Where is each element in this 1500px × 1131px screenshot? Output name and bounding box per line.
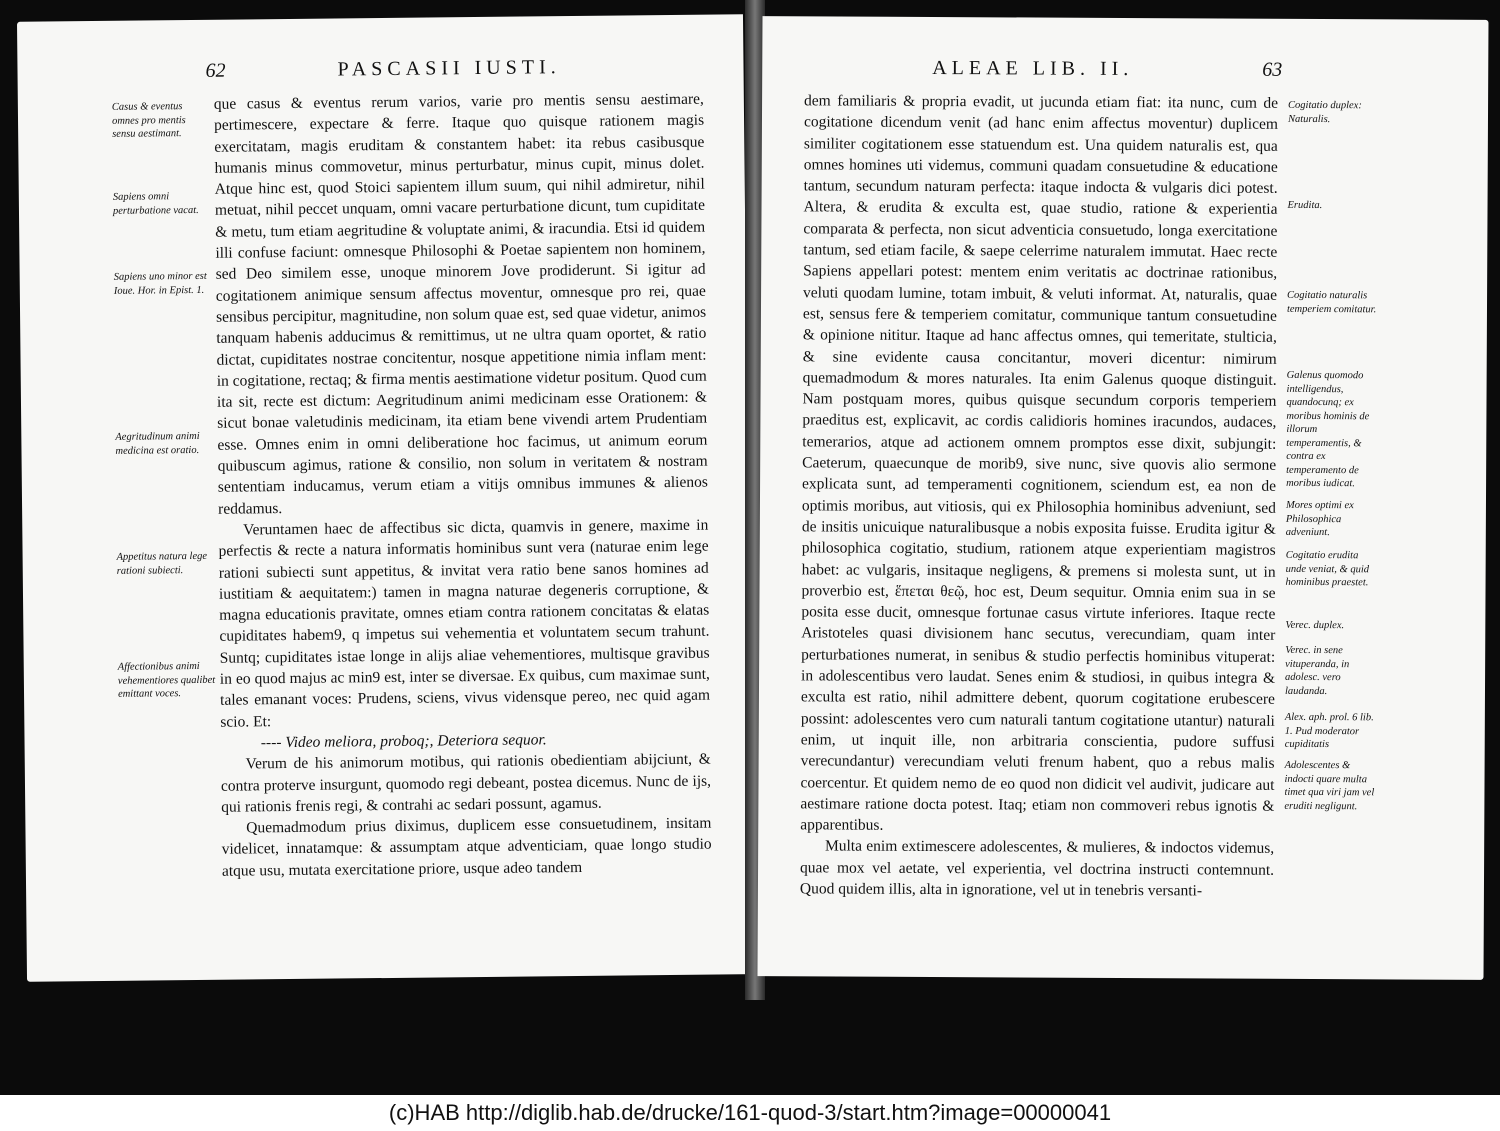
right-body-text [800, 90, 1278, 902]
margin-note: Appetitus natura lege rationi subiecti. [116, 550, 208, 577]
left-body-text [214, 89, 712, 882]
left-margin-notes [112, 100, 216, 701]
right-margin-notes [1284, 99, 1380, 859]
margin-note: Casus & eventus omnes pro mentis sensu aestimant. [111, 101, 186, 140]
margin-note: Galenus quomodo intelligendus, quandocunq; ex moribus hominis de illorum temperamentis, & contra ex temperamento de moribus iudicat. [1286, 369, 1370, 490]
verse-quotation: ---- Video meliora, proboq;, Deteriora sequor. [260, 731, 547, 752]
margin-note: Cogitatio erudita unde veniat, & quid hominibus praestet. [1285, 549, 1370, 589]
margin-note: Cogitatio naturalis temperiem comitatur. [1286, 289, 1377, 315]
margin-note: Sapiens omni perturbatione vacat. [112, 191, 199, 217]
margin-note: Verec. duplex. [1285, 619, 1345, 632]
left-running-head: PASCASII IUSTI. [337, 56, 561, 81]
paragraph: Multa enim extimescere adolescentes, & mulieres, & indoctos videmus, quae mox vel aetate, vel experientia, vel doctrina instructi contemnunt. Quod quidem illis, alta in ignoratione, vel ut in tenebris versanti- [799, 837, 1275, 900]
paragraph: Verum de his animorum motibus, qui rationis obedientiam abijciunt, & contra proterve insurgunt, quomodo regi debeant, postea dicemus. Nunc de ijs, qui rationis frenis regi, & contrahi ac sedari possunt, agamus. [220, 750, 712, 816]
margin-note: Sapiens uno minor est Ioue. Hor. in Epist. 1. [113, 270, 207, 297]
margin-note: Verec. in sene vituperanda, in adolesc. vero laudanda. [1284, 644, 1350, 697]
paragraph: que casus & eventus rerum varios, varie pro mentis sensu aestimare, pertimescere, expectare & ferre. Itaque quo quisque rationem magis exercitatam, magis eruditam & constantem habet: ita rebus casibusque humanis minus commovetur, minus perturbatur, minus cupit, minus dolet. Atque hinc est, quod Stoici sapientem illum suum, qui nihil admiretur, nihil metuat, nihil peccet unquam, omni vacare perturbatione dicunt, tum cupiditate & metu, tum etiam aegritudine & voluptate animi, & iracundia. Etsi id quidem illi confuse faciunt: omnesque Philosophi & Poetae sapientem non hominem, sed Deo similem esse, unoque minorem Jove prodiderunt. Si igitur ad cogitationem animique sensum affectus moventur, omnesque pro rei, quae sensibus percipitur, magnitudine, non solum quae est, sed quae videtur, animos tanquam habenis adducimus & remittimus, ut ne ultra quam oportet, & ratio dictat, cupiditates nostrae concitentur, nosque appetitione nimia inflam ment: in cogitatione, rectaq; & firma mentis aestimatione videtur positum. Quod cum ita sit, recte est dictum: Aegritudinum animi medicinam esse Orationem: & sicut bonae valetudinis medicinam, ita etiam bene vivendi artem Prudentiam esse. Omnes enim in omni deliberatione hoc facimus, ut animum eorum quibuscum agimus, ratione & consilio, non solum in veritatem & nostram sententiam inducamus, verum etiam a vitijs omnibus immunes & alienos reddamus. [213, 90, 708, 518]
margin-note: Aegritudinum animi medicina est oratio. [115, 430, 200, 457]
paragraph: Veruntamen haec de affectibus sic dicta, quamvis in genere, maxime in perfectis & recte a natura informatis hominibus sunt vera (naturae enim lege rationi subiecti sunt appetitus, & invitat vera ratio bene sanos homines ad iustitiam & aequitatem:) tamen in magna naturae degeneris corruptione, & magna educationis pravitate, omnes etiam contra rationem concitatas & elatas cupiditates habem9, q impetus sui vehementia et voluntatem secum trahunt. Suntq; cupiditates istae longe in alijs aliae vehementiores, multisque gravibus in eo quod majus ac min9 est, inter se diversae. Ex quibus, cum maximae sunt, tales emanant voces: Prudens, sciens, vivus vidensque pereo, nec quid agam scio. Et: [218, 516, 711, 731]
margin-note: Alex. aph. prol. 6 lib. 1. Pud moderator cupiditatis [1284, 711, 1374, 751]
right-page [757, 16, 1488, 980]
margin-note: Adolescentes & indocti quare multa timet qua viri jam vel eruditi negligunt. [1284, 759, 1375, 812]
margin-note: Mores optimi ex Philosophica adveniunt. [1285, 499, 1354, 539]
left-page [17, 14, 753, 982]
paragraph: dem familiaris & propria evadit, ut jucunda etiam fiat: ita nunc, cum de cogitatione dicendum venit (ad hanc enim affectus moventur) duplicem similiter cogitationem esse statuendum est. Una quidem naturalis est, qua omnes homines uti videmus, communi quadam consuetudine & educatione tantum, secundum naturam perfecta: itaque indocta & vulgaris dici potest. Altera, & erudita & exculta est, quae studio, ratione & experientia comparata & perfecta, non sicut adventicia consuetudo, longa exercitatione tantum, sed etiam facile, & saepe celerrime naturalem immutat. Haec recte Sapiens appellari potest: mentem enim veritatis ac doctrinae rationibus, veluti quodam lumine, totam imbuit, & veluti informat. At, naturalis, quae est, sensus fere & temperiem comitatur, communique tantum consuetudine & opinione nititur. Itaque ad hanc affectus omnes, qui temeritate, stulticia, & sine evidente causa concitantur, moveri dicentur: nimirum quemadmodum & mores naturales. Ita enim Galenus quoque distinguit. Nam postquam mores, quibus quisque secundum corporis temperiem praeditus est, explicavit, ac cordis calidioris homines iracundos, audaces, temerarios, atque ad actionem omnem promptos esse dixit, subjungit: Caeterum, quaecunque de morib9, sive nunc, sive quovis alio sermone explicata sunt, ad temperamenti cognitionem, sciendum est, ea non de optimis moribus, aut vitiosis, qui ex Philosophia hominibus adveniunt, sed de insitis unicuique naturalibusque a nobis exposita fuisse. Erudita igitur & philosophica cogitatio, studium, rationem atque experientiam magistros habet: ac vulgaris, insitaque negligens, & premens si molesta sunt, ut in proverbio est, ἕπεται θεῷ, hoc est, Deum sequitur. Omnia enim sua in se posita esse ducit, omnesque fortunae casus virtute inferiores. Itaque recte Aristoteles quasi divisionem hanc secutus, verecundiam, quam inter perturbationes numerat, in senibus & studio perfectis hominibus vituperat: in adolescentibus vero laudat. Senes enim & studiosi, in quibus integra & exculta est ratio, nihil admittere debent, quorum cogitatione erubescere possint: adolescentes vero cum naturali tantum cogitatione utantur) naturali enim, ut inquit ille, non arbitraria conscientia, pudore suffusi verecundantur) verecundiam veluti frenum habent, quo a rebus malis coercentur. Et quidem nemo de eo quod non didicit vel audivit, judicare aut aestimare ratione docta potest. Itaq; etiam non commoveri rebus ignotis & apparentibus. [800, 92, 1279, 834]
copyright-footer: (c)HAB http://diglib.hab.de/drucke/161-quod-3/start.htm?image=00000041 [0, 1095, 1500, 1131]
left-page-number: 62 [205, 59, 226, 82]
margin-note: Affectionibus animi vehementiores qualibet emittant voces. [117, 660, 216, 700]
paragraph: Quemadmodum prius diximus, duplicem esse consuetudinem, insitam videlicet, innatamque: & assumptam atque adventiciam, quae longo studio atque usu, mutata exercitatione priore, usque adeo tandem [221, 814, 712, 880]
margin-note: Erudita. [1287, 199, 1323, 212]
margin-note: Cogitatio duplex: Naturalis. [1287, 99, 1362, 125]
right-running-head: ALEAE LIB. II. [932, 56, 1134, 81]
right-page-number: 63 [1262, 58, 1283, 81]
